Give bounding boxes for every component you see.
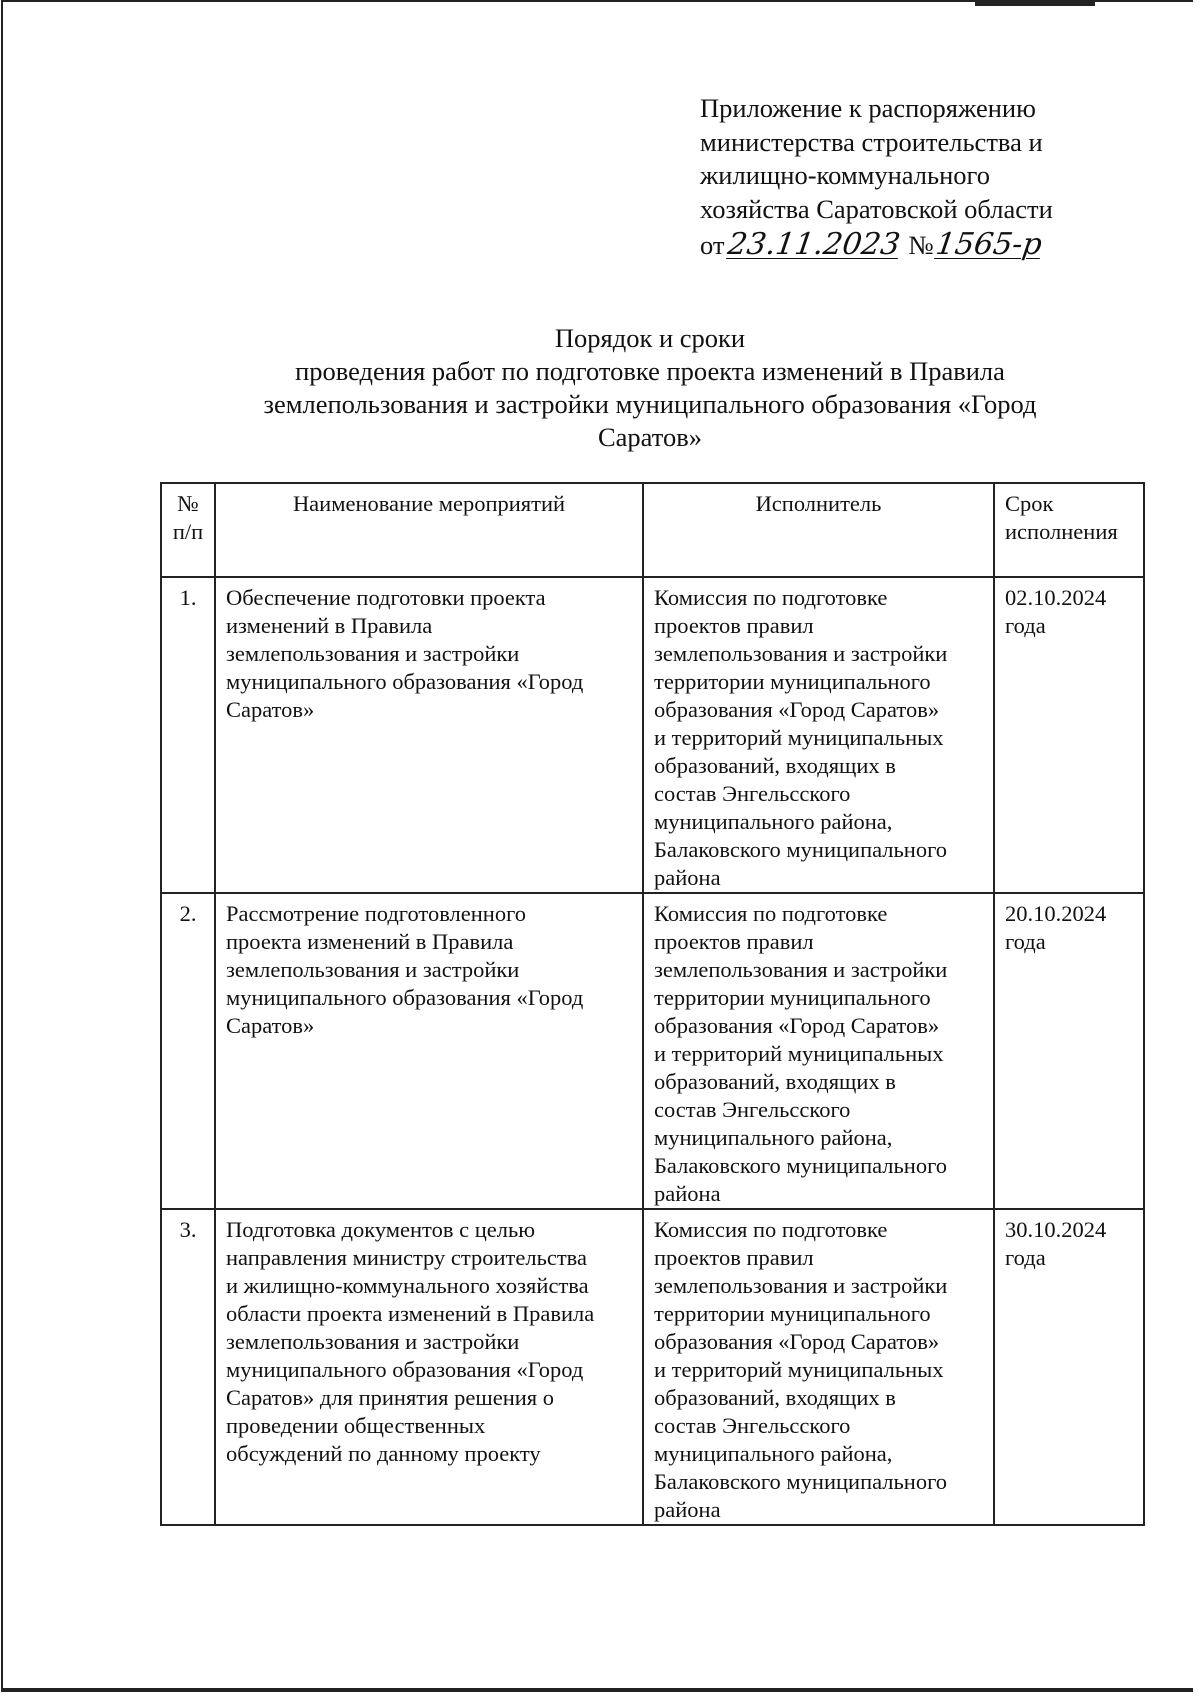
cell-term: 20.10.2024 года — [994, 893, 1144, 1209]
scan-edge-mark — [975, 0, 1095, 6]
schedule-table — [160, 482, 1145, 1526]
cell-executor: Комиссия по подготовке проектов правил землепользования и застройки территории муниципального образования «Город Саратов» и территорий муниципальных образований, входящих в состав Энгельсского муниципального района, Балаковского муниципального района — [643, 893, 994, 1209]
header-term: Срок исполнения — [994, 483, 1144, 577]
title-line: Саратов» — [597, 422, 702, 452]
handwritten-date: 23.11.2023 — [726, 227, 903, 262]
appendix-date-line — [700, 228, 1100, 263]
cell-executor: Комиссия по подготовке проектов правил землепользования и застройки территории муниципального образования «Город Саратов» и территорий муниципальных образований, входящих в состав Энгельсского муниципального района, Балаковского муниципального района — [643, 1209, 994, 1525]
header-num: № п/п — [161, 483, 215, 577]
table-row — [161, 577, 1144, 893]
title-line: проведения работ по подготовке проекта изменений в Правила — [295, 356, 1005, 386]
cell-name: Подготовка документов с целью направления министру строительства и жилищно-коммунального хозяйства области проекта изменений в Правила землепользования и застройки муниципального образования «Город Саратов» для принятия решения о проведении общественных обсуждений по данному проекту — [215, 1209, 643, 1525]
table-header-row — [161, 483, 1144, 577]
cell-executor: Комиссия по подготовке проектов правил землепользования и застройки территории муниципального образования «Город Саратов» и территорий муниципальных образований, входящих в состав Энгельсского муниципального района, Балаковского муниципального района — [643, 577, 994, 893]
appendix-line: Приложение к распоряжению — [700, 93, 1036, 123]
title-line: землепользования и застройки муниципального образования «Город — [263, 389, 1037, 419]
cell-name: Рассмотрение подготовленного проекта изменений в Правила землепользования и застройки муниципального образования «Город Саратов» — [215, 893, 643, 1209]
table-row — [161, 893, 1144, 1209]
title-line: Порядок и сроки — [554, 323, 746, 353]
cell-num: 3. — [161, 1209, 215, 1525]
handwritten-number: 1565-р — [933, 227, 1044, 262]
appendix-line: жилищно-коммунального — [700, 160, 990, 190]
header-name: Наименование мероприятий — [215, 483, 643, 577]
cell-term: 02.10.2024 года — [994, 577, 1144, 893]
header-executor: Исполнитель — [643, 483, 994, 577]
cell-num: 2. — [161, 893, 215, 1209]
cell-term: 30.10.2024 года — [994, 1209, 1144, 1525]
cell-name: Обеспечение подготовки проекта изменений в Правила землепользования и застройки муниципального образования «Город Саратов» — [215, 577, 643, 893]
table-row — [161, 1209, 1144, 1525]
appendix-header — [700, 92, 1100, 263]
cell-num: 1. — [161, 577, 215, 893]
date-prefix: от — [700, 230, 725, 260]
appendix-line: министерства строительства и — [700, 126, 1043, 157]
document-title — [160, 322, 1140, 454]
appendix-line: хозяйства Саратовской области — [700, 193, 1053, 224]
number-prefix: № — [908, 230, 934, 260]
